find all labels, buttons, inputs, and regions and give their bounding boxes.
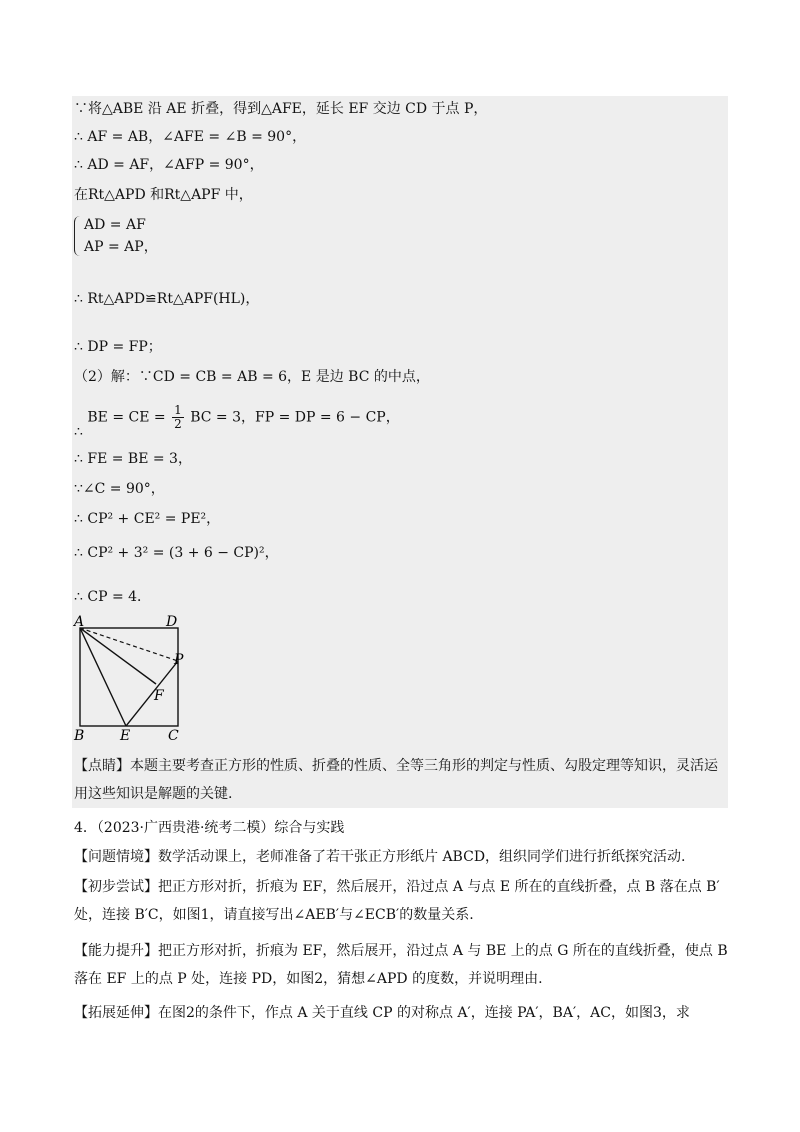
label-b: B	[74, 728, 85, 744]
segment-af	[80, 628, 156, 684]
solution-line: 在Rt△APD 和Rt△APF 中，	[74, 187, 253, 203]
problem-paragraph: 【问题情境】数学活动课上，老师准备了若干张正方形纸片 ABCD，组织同学们进行折纸探究活动.	[74, 849, 686, 865]
label-c: C	[168, 728, 179, 744]
solution-line: ∴ DP = FP；	[74, 339, 162, 355]
label-e: E	[120, 728, 131, 744]
solution-line: ∴ Rt△APD≌Rt△APF(HL)，	[74, 291, 260, 307]
segment-ap-dashed	[80, 628, 178, 661]
problem-paragraph: 【能力提升】把正方形对折，折痕为 EF，然后展开，沿过点 A 与 BE 上的点 G 所在的直线折叠，使点 B 落在 EF 上的点 P 处，连接 PD，如图2，猜想∠APD 的度数，并说明理由.	[74, 943, 728, 987]
equation-part: BC = 3，FP = DP = 6 − CP，	[190, 409, 400, 426]
fraction	[172, 404, 184, 431]
solution-line: ∴ AF = AB，∠AFE = ∠B = 90°，	[74, 129, 307, 145]
label-a: A	[74, 614, 85, 630]
solution-line: ∵将△ABE 沿 AE 折叠，得到△AFE，延长 EF 交边 CD 于点 P，	[74, 101, 488, 117]
equation-part: BE = CE =	[87, 409, 166, 426]
fraction-denominator: 2	[174, 417, 182, 431]
segment-ep	[126, 661, 178, 726]
label-d: D	[166, 614, 178, 630]
therefore-symbol: ∴	[74, 423, 83, 440]
segment-ae	[80, 628, 126, 726]
solution-line: ∴ CP² + CE² = PE²，	[74, 511, 221, 527]
square-abcd	[80, 628, 178, 726]
system-equation: AP = AP，	[84, 239, 158, 255]
geometry-figure	[70, 614, 200, 744]
label-p: P	[174, 652, 184, 668]
solution-line: ∵∠C = 90°，	[74, 481, 165, 497]
key-point-note: 【点睛】本题主要考查正方形的性质、折叠的性质、全等三角形的判定与性质、勾股定理等知识，灵活运用这些知识是解题的关键.	[74, 758, 718, 802]
solution-line: ∴ FE = BE = 3，	[74, 451, 192, 467]
brace-icon	[74, 216, 81, 256]
solution-line: ∴ CP² + 3² = (3 + 6 − CP)²，	[74, 545, 279, 561]
label-f: F	[154, 688, 164, 704]
solution-line: ∴ CP = 4．	[74, 589, 152, 605]
system-equation: AD = AF	[84, 217, 146, 233]
solution-line: ∴ AD = AF，∠AFP = 90°，	[74, 157, 264, 173]
problem-paragraph: 【初步尝试】把正方形对折，折痕为 EF，然后展开，沿过点 A 与点 E 所在的直线折叠，点 B 落在点 B′处，连接 B′C，如图1，请直接写出∠AEB′与∠ECB′的数量关系.	[74, 879, 720, 923]
fraction-numerator: 1	[174, 403, 182, 417]
solution-line: （2）解：∵CD = CB = AB = 6，E 是边 BC 的中点，	[74, 369, 430, 385]
problem-header: 4．（2023·广西贵港·统考二模）综合与实践	[74, 820, 345, 836]
solution-line-fraction	[74, 403, 400, 440]
problem-paragraph: 【拓展延伸】在图2的条件下，作点 A 关于直线 CP 的对称点 A′，连接 PA′，BA′，AC，如图3，求	[74, 1005, 690, 1021]
